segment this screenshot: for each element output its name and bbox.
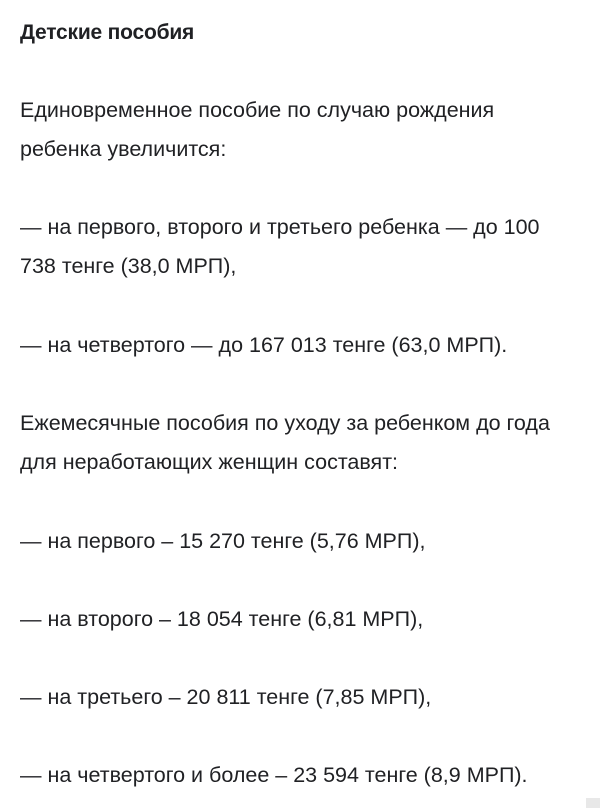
scrollbar-corner[interactable] [586,798,600,808]
list-item-second [20,600,592,639]
paragraph-line: 738 тенге (38,0 МРП), [20,254,237,278]
list-item-fourth-and-more [20,756,592,795]
paragraph-lump-sum-benefit [20,91,592,169]
paragraph-line: — на четвертого и более – 23 594 тенге (8,9 МРП). [20,763,528,787]
list-item-first [20,522,592,561]
paragraph-line: — на первого, второго и третьего ребенка — до 100 [20,215,540,239]
paragraph-line: — на четвертого — до 167 013 тенге (63,0 МРП). [20,333,508,357]
list-item-third [20,678,592,717]
paragraph-line: — на второго – 18 054 тенге (6,81 МРП), [20,607,424,631]
paragraph-line: Ежемесячные пособия по уходу за ребенком до года [20,411,550,435]
section-heading: Детские пособия [20,21,195,44]
paragraph-line: Единовременное пособие по случаю рождения [20,98,495,122]
paragraph-line: — на первого – 15 270 тенге (5,76 МРП), [20,529,426,553]
list-item-fourth-child [20,326,592,365]
list-item-first-to-third-child [20,208,592,286]
paragraph-monthly-benefit [20,404,592,482]
paragraph-line: ребенка увеличится: [20,137,227,161]
paragraph-line: для неработающих женщин составят: [20,450,399,474]
paragraph-line: — на третьего – 20 811 тенге (7,85 МРП), [20,685,432,709]
